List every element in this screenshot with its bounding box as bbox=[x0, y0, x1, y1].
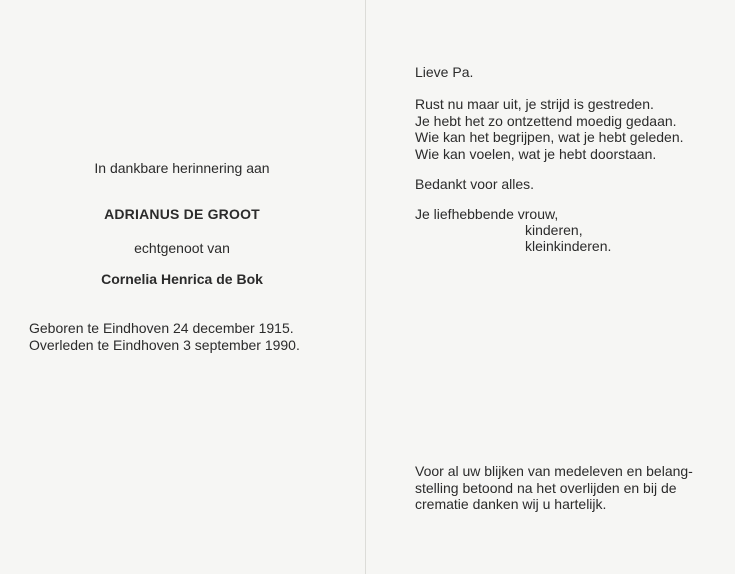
signature-line: Je liefhebbende vrouw, bbox=[415, 206, 559, 222]
poem bbox=[415, 96, 684, 162]
death-line: Overleden te Eindhoven 3 september 1990. bbox=[29, 337, 300, 353]
intro-text: In dankbare herinnering aan bbox=[94, 160, 270, 176]
poem-line: Wie kan het begrijpen, wat je hebt geleden. bbox=[415, 129, 684, 145]
signature-line: kinderen, bbox=[525, 222, 583, 238]
acknowledgement-line: crematie danken wij u hartelijk. bbox=[415, 496, 607, 512]
acknowledgement bbox=[415, 463, 693, 513]
acknowledgement-line: stelling betoond na het overlijden en bij de bbox=[415, 479, 677, 496]
poem-line: Rust nu maar uit, je strijd is gestreden. bbox=[415, 96, 654, 112]
poem-line: Wie kan voelen, wat je hebt doorstaan. bbox=[415, 145, 657, 162]
signature-line: kleinkinderen. bbox=[525, 238, 612, 254]
right-panel bbox=[366, 0, 735, 574]
spouse-label: echtgenoot van bbox=[134, 240, 230, 256]
deceased-name: ADRIANUS DE GROOT bbox=[104, 206, 260, 222]
birth-line: Geboren te Eindhoven 24 december 1915. bbox=[29, 320, 294, 336]
spouse-name: Cornelia Henrica de Bok bbox=[101, 271, 263, 287]
thanks-line: Bedankt voor alles. bbox=[415, 176, 535, 192]
poem-line: Je hebt het zo ontzettend moedig gedaan. bbox=[415, 112, 677, 129]
left-panel bbox=[0, 0, 364, 574]
greeting: Lieve Pa. bbox=[415, 64, 474, 80]
acknowledgement-line: Voor al uw blijken van medeleven en belang- bbox=[415, 463, 693, 479]
